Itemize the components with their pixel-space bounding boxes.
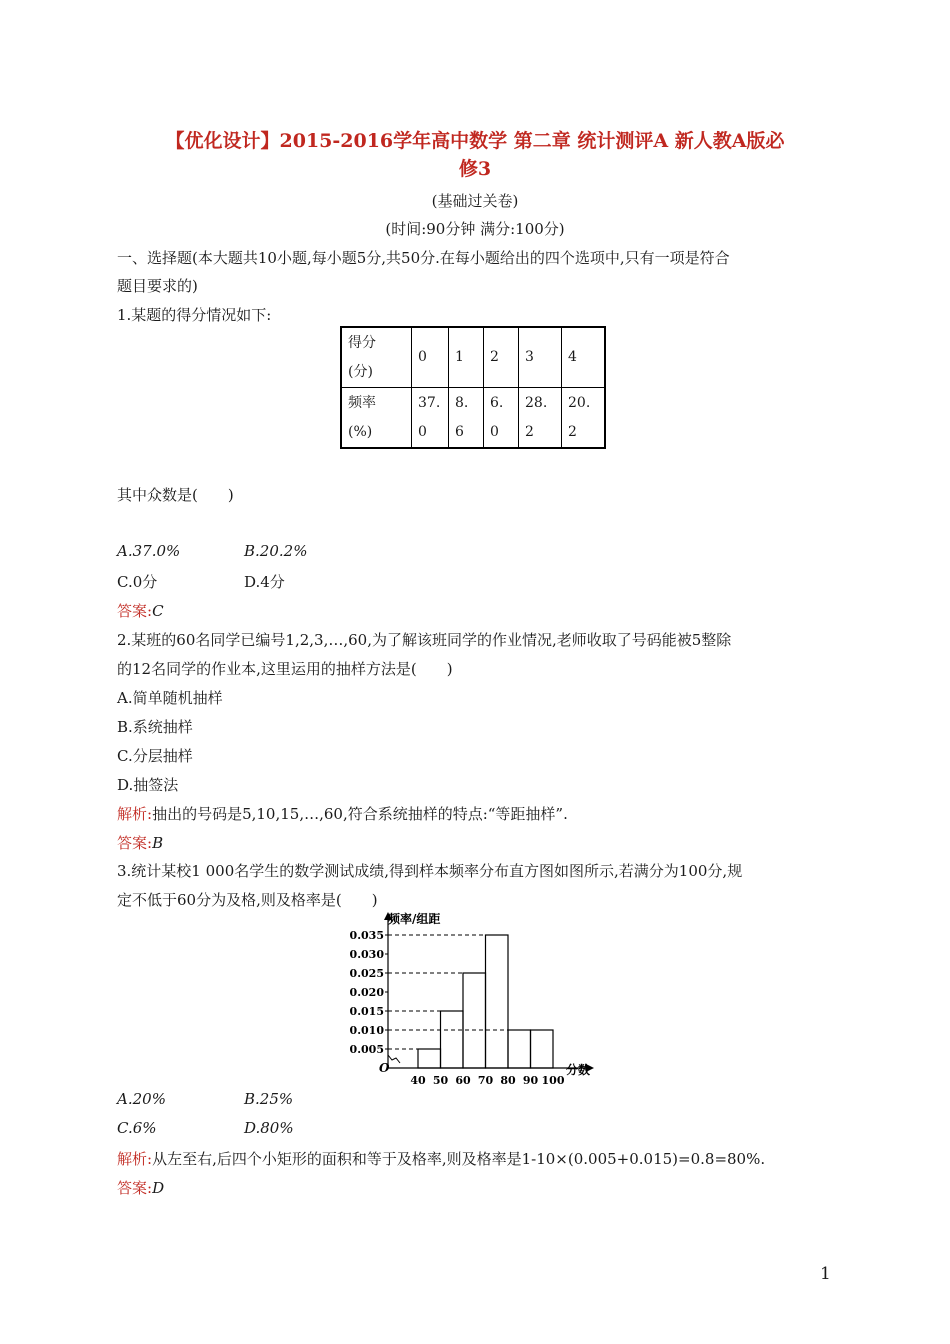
q2-option-c: C.分层抽样 bbox=[117, 747, 193, 765]
table-cell bbox=[341, 388, 412, 449]
cell-text: 20. bbox=[568, 394, 591, 411]
q3-option-d: D.80% bbox=[244, 1119, 294, 1137]
table-cell: 0 bbox=[412, 327, 449, 388]
section1-heading-line2: 题目要求的) bbox=[117, 277, 198, 295]
histogram-bar bbox=[508, 1030, 531, 1068]
analysis-label: 解析: bbox=[117, 805, 153, 823]
histogram-bar bbox=[441, 1011, 464, 1068]
table-cell bbox=[412, 388, 449, 449]
section1-heading-line1: 一、选择题(本大题共10小题,每小题5分,共50分.在每小题给出的四个选项中,只有一项是符合 bbox=[117, 249, 730, 267]
score-frequency-table bbox=[340, 326, 606, 449]
x-tick-label: 90 bbox=[522, 1074, 539, 1087]
q3-option-b: B.25% bbox=[244, 1090, 294, 1108]
y-axis-label: 频率/组距 bbox=[388, 912, 441, 926]
q3-option-a: A.20% bbox=[117, 1090, 166, 1108]
cell-text: 0 bbox=[490, 423, 499, 440]
cell-text: 得分 bbox=[348, 334, 376, 351]
x-tick-label: 50 bbox=[432, 1074, 449, 1087]
table-cell: 4 bbox=[562, 327, 606, 388]
table-cell bbox=[562, 388, 606, 449]
document-title-line1: 【优化设计】2015-2016学年高中数学 第二章 统计测评A 新人教A版必 bbox=[165, 130, 785, 152]
cell-text: 8. bbox=[455, 394, 469, 411]
q2-analysis bbox=[117, 803, 568, 824]
histogram-bar bbox=[531, 1030, 554, 1068]
answer-value: D bbox=[152, 1179, 165, 1197]
histogram-bar bbox=[463, 973, 486, 1068]
table-cell: 1 bbox=[449, 327, 484, 388]
y-tick-label: 0.035 bbox=[349, 929, 384, 942]
histogram-bar bbox=[486, 935, 509, 1068]
q3-analysis bbox=[117, 1148, 765, 1169]
q1-option-a: A.37.0% bbox=[117, 542, 181, 560]
cell-text: 0 bbox=[418, 423, 427, 440]
q2-option-a: A.简单随机抽样 bbox=[117, 689, 223, 707]
answer-label: 答案: bbox=[117, 602, 153, 620]
cell-text: 28. bbox=[525, 394, 548, 411]
answer-value: B bbox=[152, 834, 164, 852]
table-cell bbox=[449, 388, 484, 449]
table-cell bbox=[484, 388, 519, 449]
x-tick-label: 100 bbox=[541, 1074, 565, 1087]
x-tick-label: 60 bbox=[455, 1074, 471, 1087]
frequency-histogram bbox=[349, 908, 602, 1087]
answer-label: 答案: bbox=[117, 834, 153, 852]
q1-option-d: D.4分 bbox=[244, 573, 285, 591]
q2-stem-line2: 的12名同学的作业本,这里运用的抽样方法是( ) bbox=[117, 660, 453, 678]
q1-option-c: C.0分 bbox=[117, 573, 158, 591]
q1-option-b: B.20.2% bbox=[244, 542, 308, 560]
cell-text: 6 bbox=[455, 423, 464, 440]
y-tick-label: 0.005 bbox=[349, 1043, 384, 1056]
x-tick-label: 40 bbox=[410, 1074, 426, 1087]
q1-answer bbox=[117, 600, 164, 621]
analysis-label: 解析: bbox=[117, 1150, 153, 1168]
subtitle: (基础过关卷) bbox=[431, 192, 519, 210]
table-cell: 3 bbox=[519, 327, 562, 388]
q3-answer bbox=[117, 1177, 164, 1198]
axis-break bbox=[388, 1055, 400, 1063]
x-axis-label: 分数 bbox=[566, 1063, 591, 1077]
table-cell bbox=[341, 327, 412, 388]
cell-text: 频率 bbox=[348, 394, 376, 411]
table-row bbox=[341, 388, 605, 449]
x-tick-label: 70 bbox=[477, 1074, 494, 1087]
q2-option-b: B.系统抽样 bbox=[117, 718, 193, 736]
answer-label: 答案: bbox=[117, 1179, 153, 1197]
q2-answer bbox=[117, 832, 163, 853]
cell-text: (%) bbox=[348, 423, 373, 440]
y-tick-label: 0.030 bbox=[349, 948, 384, 961]
y-tick-label: 0.010 bbox=[349, 1024, 384, 1037]
cell-text: 2 bbox=[525, 423, 534, 440]
q3-stem-line2: 定不低于60分为及格,则及格率是( ) bbox=[117, 891, 378, 909]
analysis-text: 抽出的号码是5,10,15,…,60,符合系统抽样的特点:“等距抽样”. bbox=[152, 805, 568, 823]
cell-text: 2 bbox=[568, 423, 577, 440]
cell-text: 37. bbox=[418, 394, 441, 411]
histogram-bar bbox=[418, 1049, 441, 1068]
q3-option-c: C.6% bbox=[117, 1119, 157, 1137]
x-tick-label: 80 bbox=[500, 1074, 516, 1087]
q2-option-d: D.抽签法 bbox=[117, 776, 179, 794]
table-row bbox=[341, 327, 605, 388]
exam-meta: (时间:90分钟 满分:100分) bbox=[385, 220, 565, 238]
table-cell: 2 bbox=[484, 327, 519, 388]
q3-stem-line1: 3.统计某校1 000名学生的数学测试成绩,得到样本频率分布直方图如图所示,若满分为100分,规 bbox=[117, 862, 743, 880]
answer-value: C bbox=[152, 602, 164, 620]
y-tick-label: 0.025 bbox=[349, 967, 384, 980]
cell-text: (分) bbox=[348, 363, 373, 380]
q2-stem-line1: 2.某班的60名同学已编号1,2,3,…,60,为了解该班同学的作业情况,老师收取了号码能被5整除 bbox=[117, 631, 732, 649]
origin-label: O bbox=[379, 1061, 390, 1075]
q1-stem: 1.某题的得分情况如下: bbox=[117, 306, 272, 324]
table-cell bbox=[519, 388, 562, 449]
q1-question: 其中众数是( ) bbox=[117, 486, 234, 504]
y-tick-label: 0.020 bbox=[349, 986, 384, 999]
document-title-line2: 修3 bbox=[458, 158, 492, 180]
y-tick-label: 0.015 bbox=[349, 1005, 384, 1018]
page-number: 1 bbox=[820, 1264, 831, 1284]
analysis-text: 从左至右,后四个小矩形的面积和等于及格率,则及格率是1-10×(0.005+0.015)=0.8=80%. bbox=[152, 1150, 766, 1168]
cell-text: 6. bbox=[490, 394, 504, 411]
